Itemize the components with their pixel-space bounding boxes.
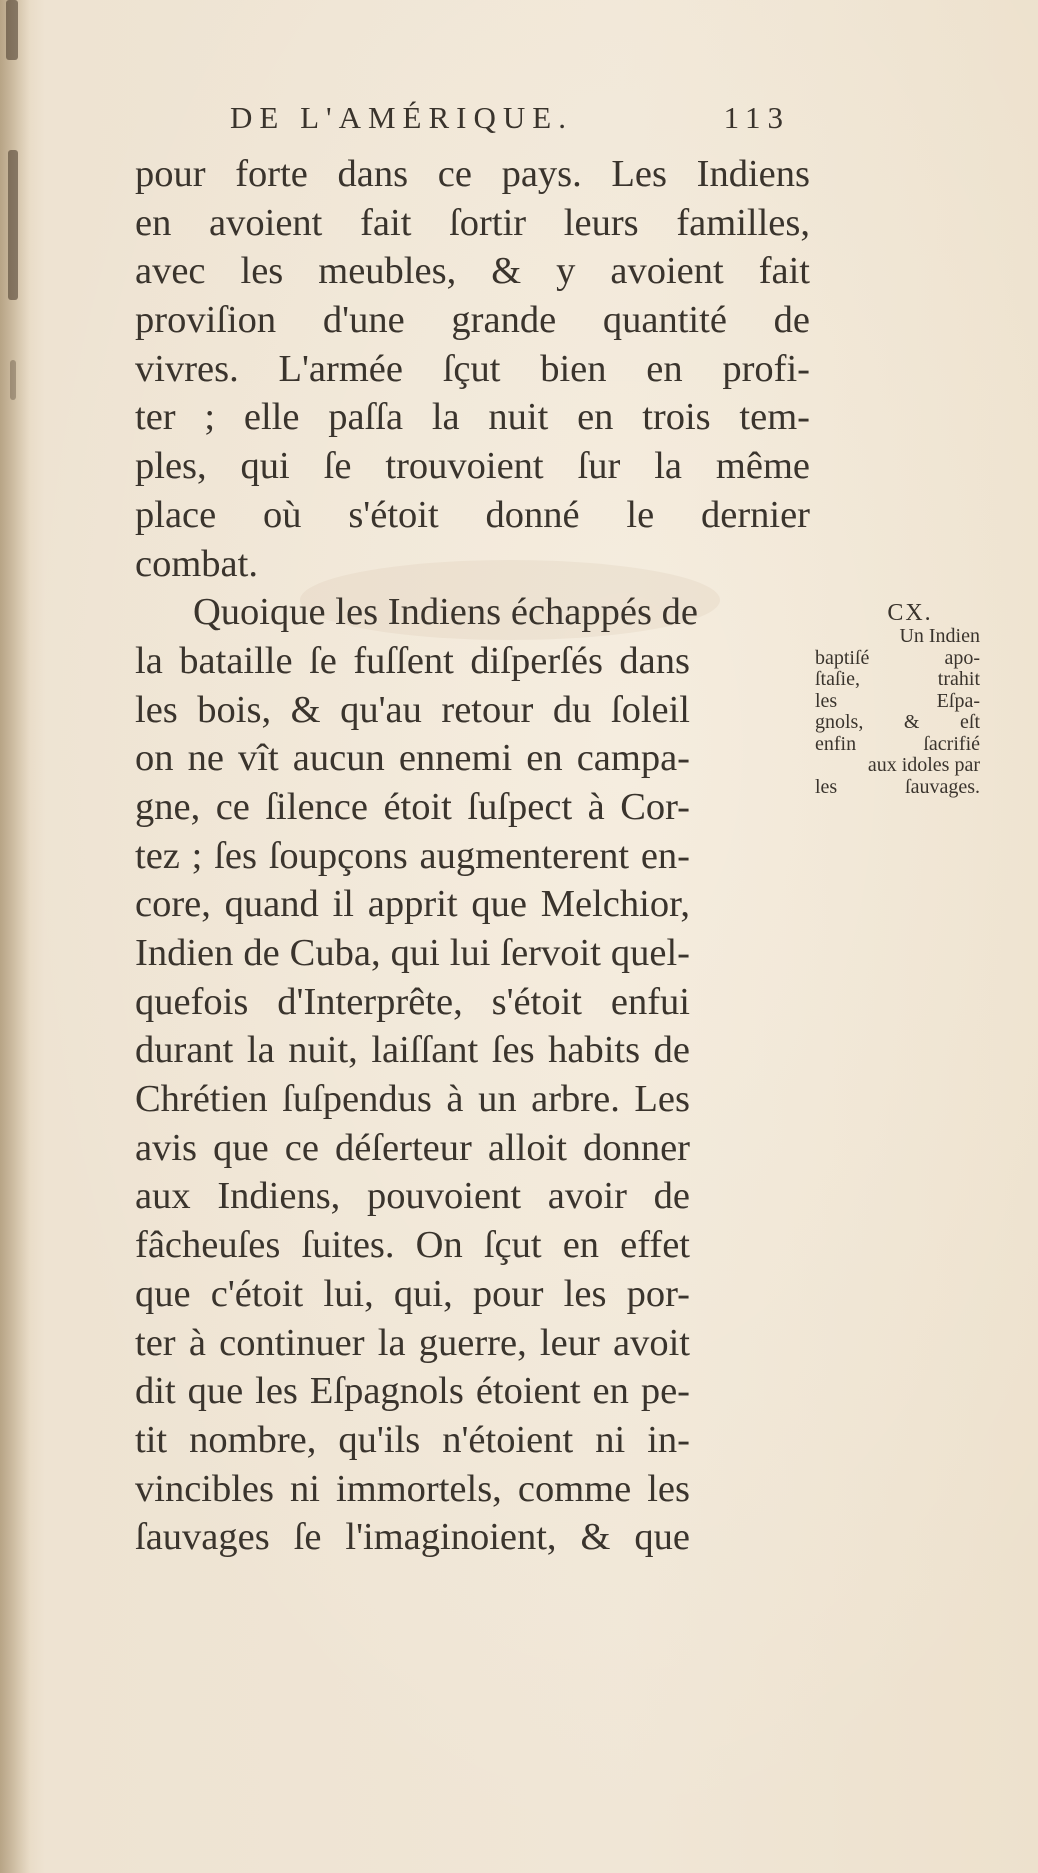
text-line: vivres. L'armée ſçut bien en profi-: [135, 347, 810, 390]
page-number: 113: [723, 100, 790, 135]
text-line: en avoient fait ſortir leurs familles,: [135, 201, 810, 244]
text-line: que c'étoit lui, qui, pour les por-: [135, 1272, 690, 1315]
marginal-note-line: les Eſpa-: [815, 689, 980, 712]
marginal-note-line: Un Indien: [899, 625, 980, 647]
text-line: ter ; elle paſſa la nuit en trois tem-: [135, 396, 810, 439]
text-line: ples, qui ſe trouvoient ſur la même: [135, 445, 810, 488]
marginal-note-line: enfin ſacrifié: [815, 732, 980, 755]
marginal-note-line: baptiſé apo-: [815, 646, 980, 669]
text-line: gne, ce ſilence étoit ſuſpect à Cor-: [135, 785, 690, 828]
text-line: aux Indiens, pouvoient avoir de: [135, 1175, 690, 1218]
text-line: ter à continuer la guerre, leur avoit: [135, 1321, 690, 1364]
marginal-note-line: aux idoles par: [867, 754, 980, 776]
binding-thread-mark: [6, 0, 18, 60]
running-head: [230, 100, 790, 136]
text-line: les bois, & qu'au retour du ſoleil: [135, 688, 690, 731]
text-line: la bataille ſe fuſſent diſperſés dans: [135, 639, 690, 682]
text-line: durant la nuit, laiſſant ſes habits de: [135, 1029, 690, 1072]
paragraph-first-line: Quoique les Indiens échappés de: [193, 591, 698, 634]
text-line: proviſion d'une grande quantité de: [135, 299, 810, 342]
binding-thread-mark: [8, 150, 18, 300]
text-line: on ne vît aucun ennemi en campa-: [135, 737, 690, 780]
text-line: core, quand il apprit que Melchior,: [135, 883, 690, 926]
text-line: tez ; ſes ſoupçons augmenterent en-: [135, 834, 690, 877]
marginal-note-line: ſtaſie, trahit: [815, 668, 980, 690]
marginal-note-number: CX.: [887, 600, 933, 626]
running-title: DE L'AMÉRIQUE.: [230, 100, 573, 135]
text-line: dit que les Eſpagnols étoient en pe-: [135, 1370, 690, 1413]
marginal-note: [815, 600, 985, 798]
text-line: Chrétien ſuſpendus à un arbre. Les: [135, 1078, 690, 1121]
text-line: combat.: [135, 542, 258, 585]
binding-thread-mark: [10, 360, 16, 400]
text-line: fâcheuſes ſuites. On ſçut en effet: [135, 1224, 690, 1267]
text-line: quefois d'Interprête, s'étoit enfui: [135, 980, 690, 1023]
text-line: Indien de Cuba, qui lui ſervoit quel-: [135, 932, 690, 974]
text-line: avec les meubles, & y avoient fait: [135, 250, 810, 293]
text-line: tit nombre, qu'ils n'étoient ni in-: [135, 1418, 690, 1461]
main-text-block: [135, 150, 815, 1562]
marginal-note-line: gnols, & eſt: [815, 711, 980, 733]
text-line: pour forte dans ce pays. Les Indiens: [135, 153, 810, 195]
marginal-note-line: les ſauvages.: [815, 775, 980, 798]
text-line: place où s'étoit donné le dernier: [135, 493, 810, 536]
text-line: vincibles ni immortels, comme les: [135, 1467, 690, 1510]
text-line: avis que ce déſerteur alloit donner: [135, 1126, 690, 1169]
text-line: ſauvages ſe l'imaginoient, & que: [135, 1516, 690, 1559]
